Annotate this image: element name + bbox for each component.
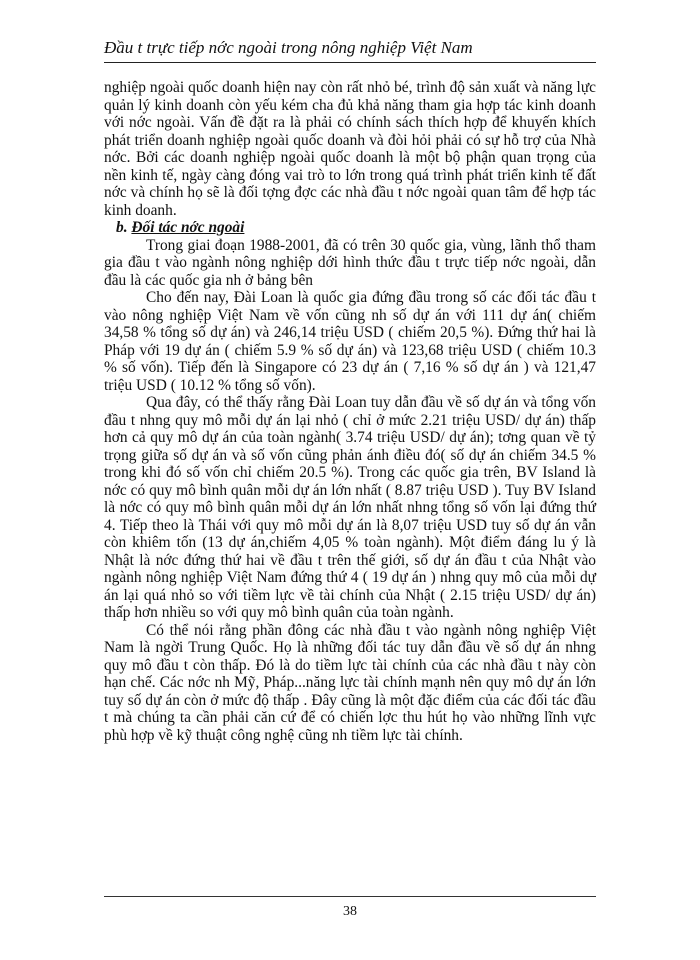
- footer-divider: [104, 896, 596, 897]
- page-body: [104, 79, 596, 744]
- subheading-number: b.: [116, 219, 128, 236]
- page-number: 38: [343, 904, 357, 919]
- header-divider: [104, 62, 596, 63]
- paragraph-taiwan-leader: Cho đến nay, Đài Loan là quốc gia đứng đầu trong số các đối tác đầu t vào nông nghiệp Việt Nam về vốn cũng nh số dự án với 111 dự án( chiếm 34,58 % tổng số dự án) và 246,14 triệu USD ( chiếm 20,5 %). Đứng thứ hai là Pháp với 19 dự án ( chiếm 5.9 % số dự án) và 123,68 triệu USD ( chiếm 10.3 % số vốn). Tiếp đến là Singapore có 23 dự án ( 7,16 % số dự án ) và 121,47 triệu USD ( 10.12 % tổng số vốn).: [104, 289, 596, 394]
- subheading-text: Đối tác nớc ngoài: [131, 219, 245, 236]
- paragraph-continued: nghiệp ngoài quốc doanh hiện nay còn rất nhỏ bé, trình độ sản xuất và năng lực quản lý kinh doanh còn yếu kém cha đủ khả năng tham gia hợp tác kinh doanh với nớc ngoài. Vấn đề đặt ra là phải có chính sách thích hợp để khuyến khích phát triển doanh nghiệp ngoài quốc doanh và đòi hỏi phải có sự hỗ trợ của Nhà nớc. Bởi các doanh nghiệp ngoài quốc doanh là một bộ phận quan trọng của nền kinh tế, ngày càng đóng vai trò to lớn trong quá trình phát triển kinh tế đất nớc và chính họ sẽ là đối tợng đợc các nhà đầu t nớc ngoài quan tâm để hợp tác kinh doanh.: [104, 79, 596, 219]
- paragraph-overview: Trong giai đoạn 1988-2001, đã có trên 30 quốc gia, vùng, lãnh thổ tham gia đầu t vào ngành nông nghiệp dới hình thức đầu t trực tiếp nớc ngoài, dẫn đầu là các quốc gia nh ở bảng bên: [104, 236, 596, 289]
- paragraph-analysis: Qua đây, có thể thấy rằng Đài Loan tuy dẫn đầu về số dự án và tổng vốn đầu t nhng quy mô mỗi dự án lại nhỏ ( chỉ ở mức 2.21 triệu USD/ dự án) thấp hơn cả quy mô dự án của toàn ngành( 3.74 triệu USD/ dự án); tơng quan về tỷ trọng giữa số dự án và số vốn cũng phản ánh điều đó( số dự án chiếm 34.5 % trong khi đó số vốn chỉ chiếm 20.5 %). Trong các quốc gia trên, BV Island là nớc có quy mô bình quân mỗi dự án lớn nhất ( 8.87 triệu USD ). Tuy BV Island là nớc có quy mô bình quân mỗi dự án lớn nhất nhng tổng số vốn lại đứng thứ 4. Tiếp theo là Thái với quy mô mỗi dự án là 8,07 triệu USD tuy số dự án vẫn còn khiêm tốn (13 dự án,chiếm 4,05 % toàn ngành). Một điểm đáng lu ý là Nhật là nớc đứng thứ hai về đầu t trên thế giới, số dự án đầu t của Nhật vào ngành nông nghiệp Việt Nam đứng thứ 4 ( 19 dự án ) nhng quy mô của mỗi dự án lại quá nhỏ so với tiềm lực về tài chính của Nhật ( 2.15 triệu USD/ dự án) thấp hơn nhiều so với quy mô bình quân của toàn ngành.: [104, 394, 596, 621]
- running-header: Đầu t trực tiếp nớc ngoài trong nông nghiệp Việt Nam: [104, 38, 473, 57]
- section-subheading: [104, 219, 596, 237]
- paragraph-conclusion: Có thể nói rằng phần đông các nhà đầu t vào ngành nông nghiệp Việt Nam là ngời Trung Quốc. Họ là những đối tác tuy dẫn đầu về số dự án nhng quy mô đầu t còn thấp. Đó là do tiềm lực tài chính của các nhà đầu t này còn hạn chế. Các nớc nh Mỹ, Pháp...năng lực tài chính mạnh nên quy mô dự án lớn tuy số dự án còn ở mức độ thấp . Đây cũng là một đặc điểm của các đối tác đầu t mà chúng ta cần phải căn cứ để có chiến lợc thu hút họ vào những lĩnh vực phù hợp về kỹ thuật công nghệ cũng nh tiềm lực tài chính.: [104, 621, 596, 744]
